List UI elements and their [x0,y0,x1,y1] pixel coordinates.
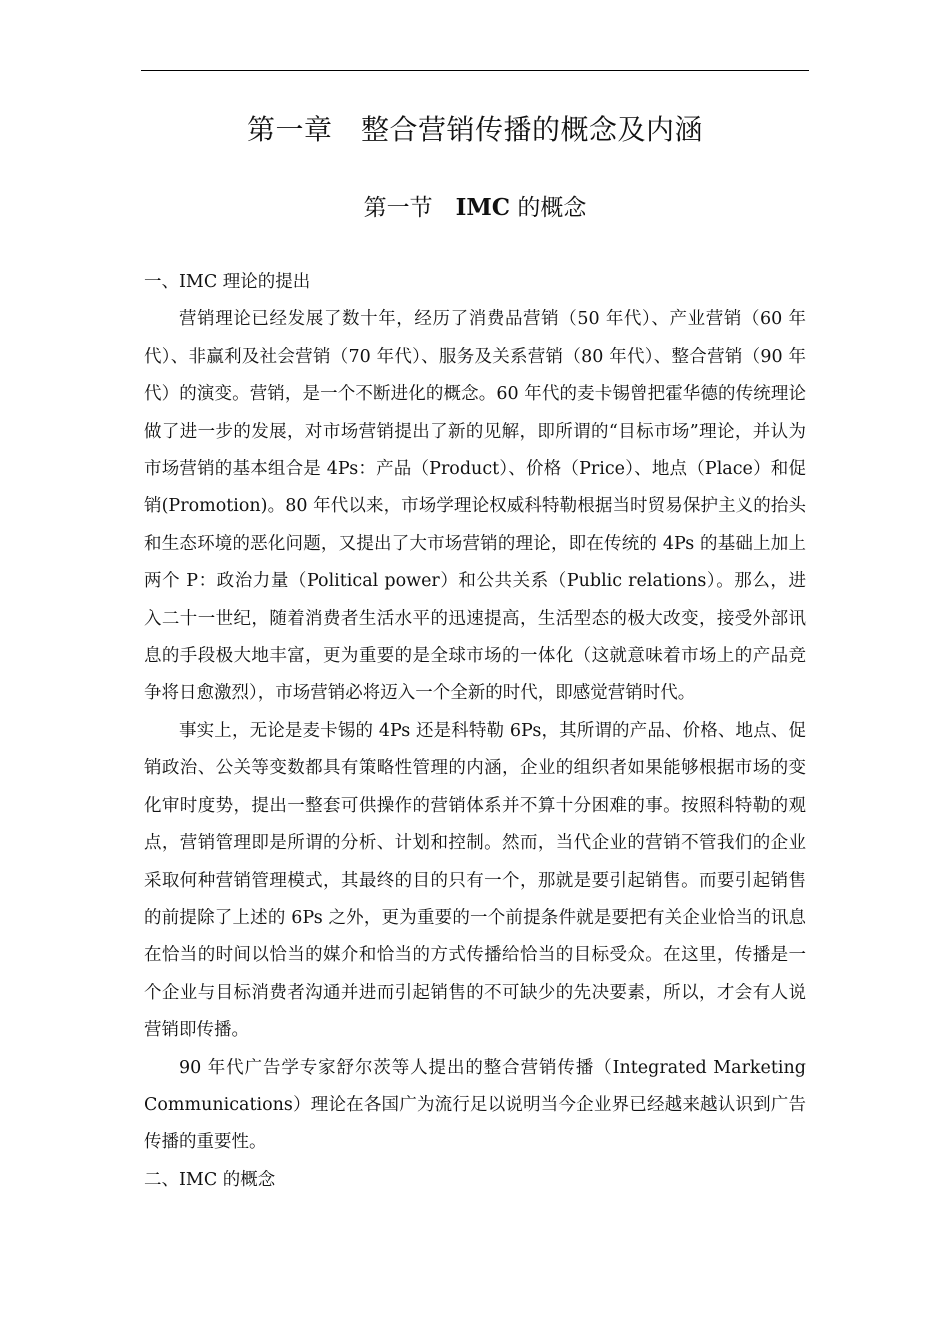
body-content [144,264,806,1199]
section-title-suffix: 的概念 [510,195,587,221]
paragraph-1: 营销理论已经发展了数十年，经历了消费品营销（50 年代）、产业营销（60 年代）、非赢利及社会营销（70 年代）、服务及关系营销（80 年代）、整合营销（90 年代）的演变。营销，是一个不断进化的概念。60 年代的麦卡锡曾把霍华德的传统理论做了进一步的发展，对市场营销提出了新的见解，即所谓的“目标市场”理论，并认为市场营销的基本组合是 4Ps：产品（Product）、价格（Price）、地点（Place）和促销(Promotion)。80 年代以来，市场学理论权威科特勒根据当时贸易保护主义的抬头和生态环境的恶化问题，又提出了大市场营销的理论，即在传统的 4Ps 的基础上加上两个 P：政治力量（Political power）和公共关系（Public relations）。那么，进入二十一世纪，随着消费者生活水平的迅速提高，生活型态的极大改变，接受外部讯息的手段极大地丰富，更为重要的是全球市场的一体化（这就意味着市场上的产品竞争将日愈激烈），市场营销必将迈入一个全新的时代，即感觉营销时代。 [144,309,806,704]
section-title-prefix: 第一节 [363,195,456,221]
section-title [0,190,950,226]
paragraph-3: 90 年代广告学专家舒尔茨等人提出的整合营销传播（Integrated Marketing Communications）理论在各国广为流行足以说明当今企业界已经越来越认识到广告传播的重要性。 [144,1057,806,1153]
header-rule [141,70,809,71]
chapter-title: 第一章 整合营销传播的概念及内涵 [246,113,703,146]
section-title-emphasis: IMC [455,194,511,221]
paragraph-2: 事实上，无论是麦卡锡的 4Ps 还是科特勒 6Ps，其所谓的产品、价格、地点、促销政治、公关等变数都具有策略性管理的内涵，企业的组织者如果能够根据市场的变化审时度势，提出一整套可供操作的营销体系并不算十分困难的事。按照科特勒的观点，营销管理即是所谓的分析、计划和控制。然而，当代企业的营销不管我们的企业采取何种营销管理模式，其最终的目的只有一个，那就是要引起销售。而要引起销售的前提除了上述的 6Ps 之外，更为重要的一个前提条件就是要把有关企业恰当的讯息在恰当的时间以恰当的媒介和恰当的方式传播给恰当的目标受众。在这里，传播是一个企业与目标消费者沟通并进而引起销售的不可缺少的先决要素，所以，才会有人说营销即传播。 [144,720,806,1041]
subheading-imc-origin: 一、IMC 理论的提出 [144,272,311,292]
subheading-imc-concept: 二、IMC 的概念 [144,1169,276,1190]
